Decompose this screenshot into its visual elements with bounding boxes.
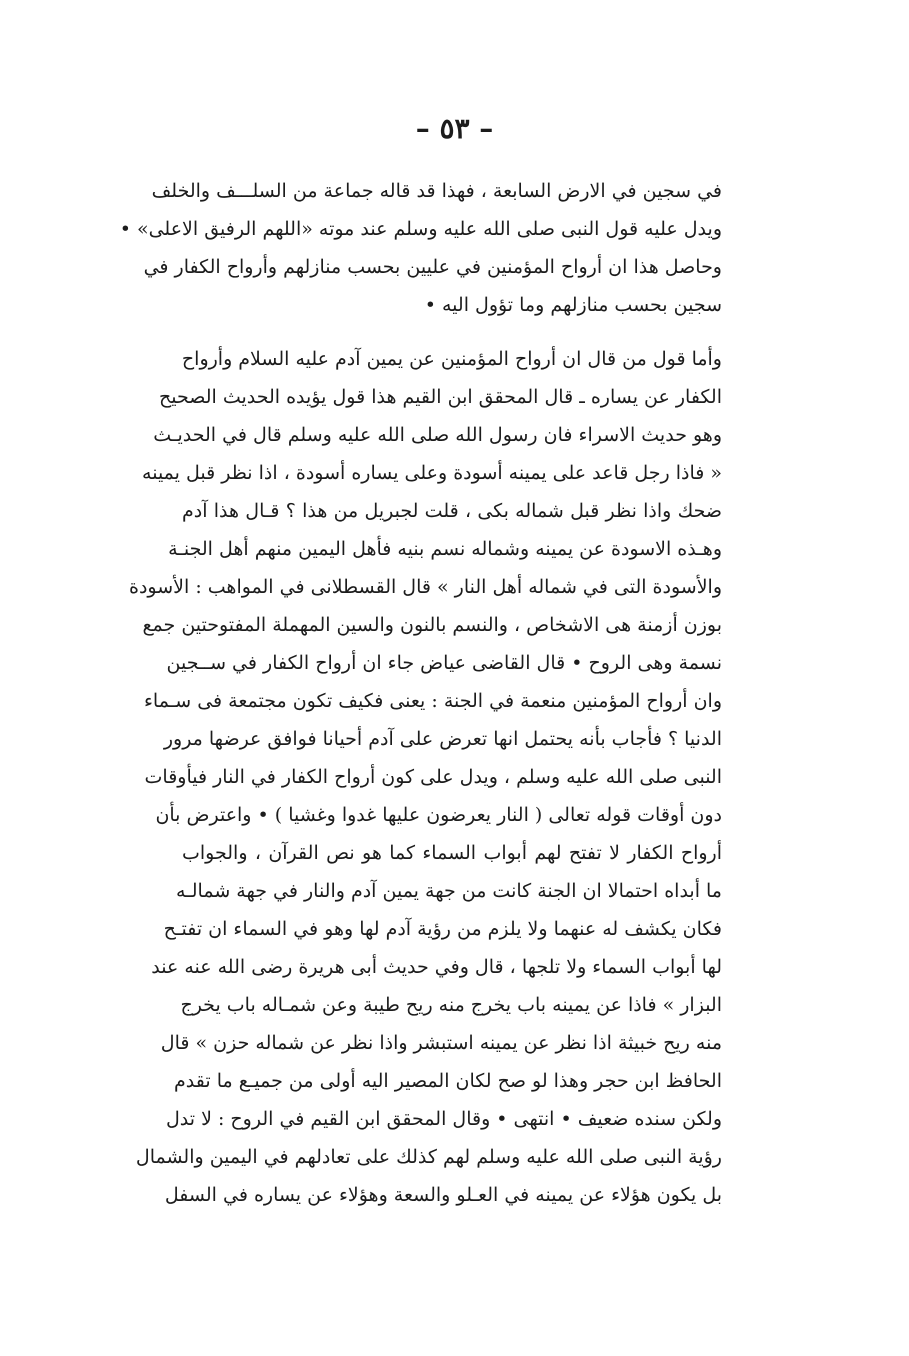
- text-line: البزار » فاذا عن يمينه باب يخرج منه ريح طيبة وعن شمـاله باب يخرج: [180, 994, 722, 1016]
- text-line: وحاصل هذا ان أرواح المؤمنين في عليين بحسب منازلهم وأرواح الكفار في: [143, 256, 722, 278]
- paragraph-2: [129, 340, 722, 1214]
- text-line: ما أبداه احتمالا ان الجنة كانت من جهة يمين آدم والنار في جهة شمالـه: [176, 880, 722, 902]
- text-line: ضحك واذا نظر قبل شماله بكى ، قلت لجبريل من هذا ؟ قـال هذا آدم: [182, 500, 722, 522]
- text-line: الدنيا ؟ فأجاب بأنه يحتمل انها تعرض على آدم أحيانا فوافق عرضها مرور: [163, 728, 722, 750]
- text-line: نسمة وهى الروح • قال القاضى عياض جاء ان أرواح الكفار في ســجين: [166, 652, 722, 674]
- text-line: النبى صلى الله عليه وسلم ، ويدل على كون أرواح الكفار في النار فيأوقات: [144, 766, 722, 788]
- text-line: سجين بحسب منازلهم وما تؤول اليه •: [424, 294, 722, 316]
- text-line: وهـذه الاسودة عن يمينه وشماله نسم بنيه فأهل اليمين منهم أهل الجنـة: [168, 538, 722, 560]
- text-line: دون أوقات قوله تعالى ( النار يعرضون عليها غدوا وغشيا ) • واعترض بأن: [155, 804, 722, 826]
- text-line: ويدل عليه قول النبى صلى الله عليه وسلم عند موته «اللهم الرفيق الاعلى» •: [119, 218, 722, 240]
- text-line: « فاذا رجل قاعد على يمينه أسودة وعلى يساره أسودة ، اذا نظر قبل يمينه: [142, 462, 722, 484]
- text-line: بل يكون هؤلاء عن يمينه في العـلو والسعة وهؤلاء عن يساره في السفل: [164, 1184, 722, 1206]
- text-line: أرواح الكفار لا تفتح لهم أبواب السماء كما هو نص القرآن ، والجواب: [182, 842, 722, 864]
- text-line: وهو حديث الاسراء فان رسول الله صلى الله عليه وسلم قال في الحديـث: [153, 424, 722, 446]
- text-line: لها أبواب السماء ولا تلجها ، قال وفي حديث أبى هريرة رضى الله عنه عند: [151, 956, 722, 978]
- text-line: الكفار عن يساره ـ قال المحقق ابن القيم هذا قول يؤيده الحديث الصحيح: [158, 386, 722, 408]
- text-line: بوزن أزمنة هى الاشخاص ، والنسم بالنون والسين المهملة المفتوحتين جمع: [142, 614, 722, 636]
- text-line: وأما قول من قال ان أرواح المؤمنين عن يمين آدم عليه السلام وأرواح: [181, 348, 722, 370]
- text-line: فكان يكشف له عنهما ولا يلزم من رؤية آدم لها وهو في السماء ان تفتـح: [163, 918, 722, 940]
- text-line: والأسودة التى في شماله أهل النار » قال القسطلانى في المواهب : الأسودة: [129, 576, 722, 598]
- text-line: ولكن سنده ضعيف • انتهى • وقال المحقق ابن القيم في الروح : لا تدل: [166, 1108, 722, 1130]
- text-line: في سجين في الارض السابعة ، فهذا قد قاله جماعة من السلـــف والخلف: [151, 180, 722, 202]
- text-line: منه ريح خبيثة اذا نظر عن يمينه استبشر واذا نظر عن شماله حزن » قال: [160, 1032, 722, 1054]
- paragraph-1: [119, 172, 722, 324]
- page-number: – ٥٣ –: [415, 112, 494, 145]
- text-line: رؤية النبى صلى الله عليه وسلم لهم كذلك على تعادلهم في اليمين والشمال: [135, 1146, 722, 1168]
- text-line: الحافظ ابن حجر وهذا لو صح لكان المصير اليه أولى من جميـع ما تقدم: [174, 1070, 722, 1092]
- text-line: وان أرواح المؤمنين منعمة في الجنة : يعنى فكيف تكون مجتمعة فى سـماء: [143, 690, 722, 712]
